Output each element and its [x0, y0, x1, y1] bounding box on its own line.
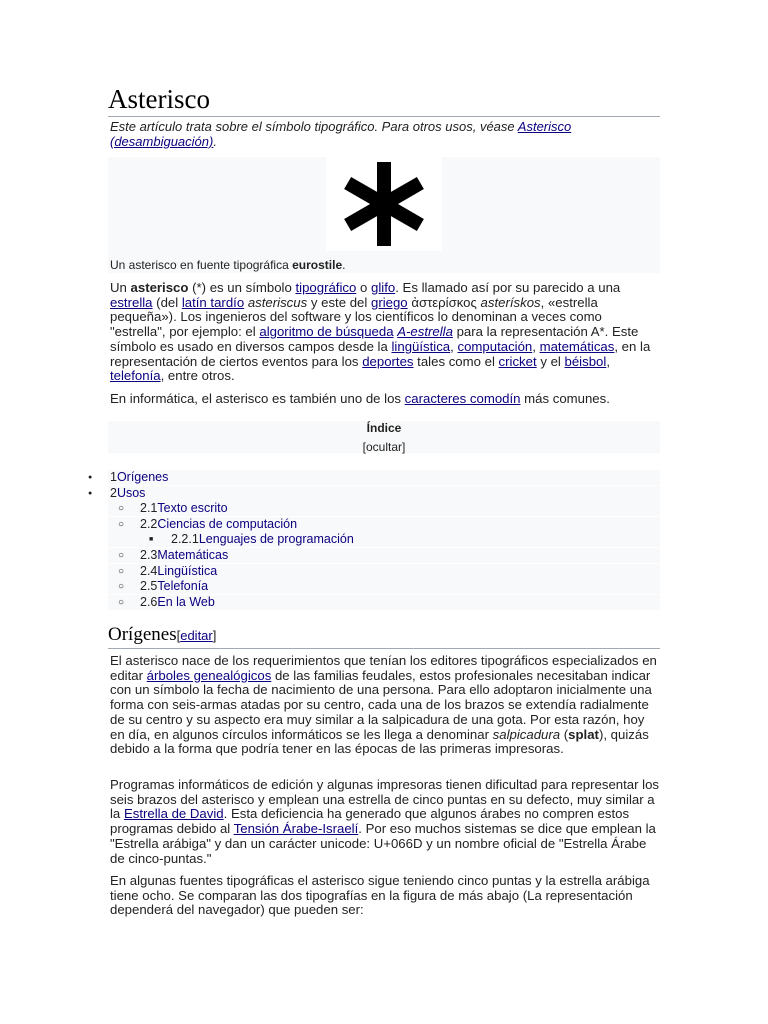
text-run: Programas informáticos de edición y algunas impresoras tienen dificultad para representar los seis brazos del asterisco y emplean una estrella de cinco puntas en su defecto, muy similar a la: [110, 777, 660, 822]
text-run: tales como el: [413, 353, 499, 369]
toc-item[interactable]: [108, 517, 660, 532]
toc-bullet-icon: ○: [118, 550, 125, 561]
toc-item-link[interactable]: [110, 470, 168, 485]
bold-term: splat: [568, 726, 599, 742]
text-run: En informática, el asterisco es también uno de los: [110, 391, 405, 406]
inline-link[interactable]: deportes: [362, 353, 414, 369]
text-run: (del: [152, 294, 182, 310]
toc-item[interactable]: [108, 532, 660, 547]
edit-bracket-close: ]: [212, 628, 217, 643]
toc-item-link[interactable]: [140, 564, 217, 579]
toc-bullet-icon: ■: [149, 536, 154, 544]
text-run: Un: [110, 280, 131, 295]
toc-label: Telefonía: [157, 579, 209, 594]
asterisk-image[interactable]: [326, 157, 442, 251]
toc-bullet-icon: ●: [88, 474, 93, 481]
inline-link[interactable]: algoritmo de búsqueda: [259, 324, 394, 340]
toc-bullet-icon: ○: [118, 518, 125, 530]
toc-bullet-icon: ○: [118, 581, 125, 593]
text-run: ἀστερίσκος: [407, 294, 481, 310]
text-run: , en la representación de ciertos eventos para los: [110, 338, 651, 369]
infobox-figure: [108, 157, 660, 273]
text-run: asteriscus: [247, 294, 308, 310]
toc-item[interactable]: [108, 564, 660, 579]
toc-item-link[interactable]: [140, 548, 228, 563]
text-run: (: [560, 726, 569, 742]
toc-bullet-icon: ○: [118, 596, 125, 608]
caption-bold: eurostile: [292, 258, 343, 272]
inline-link[interactable]: computación: [457, 338, 533, 354]
text-run: ), quizás debido a la forma que podría tener en las épocas de las primeras impresoras.: [110, 726, 649, 757]
text-run: para la representación A*. Este símbolo es usado en diversos campos desde la: [110, 324, 639, 354]
toc-number: 2.6: [140, 594, 158, 609]
toc-toggle[interactable]: [ocultar]: [362, 440, 406, 454]
origenes-paragraph-3: [110, 874, 660, 918]
toc-number: 2.2: [140, 516, 158, 531]
toc-number: 1: [110, 470, 117, 484]
toc-number: 2.4: [140, 563, 158, 578]
intro-paragraph-1: [110, 281, 660, 384]
toc-number: 2.5: [140, 579, 158, 594]
toc-number: 2: [110, 485, 117, 500]
hatnote-end: .: [213, 134, 217, 149]
text-run: ,: [450, 338, 458, 354]
inline-link[interactable]: telefonía: [110, 368, 161, 384]
bold-term: asterisco: [130, 280, 189, 295]
toc-number: 2.1: [140, 501, 158, 516]
inline-link[interactable]: Estrella de David: [123, 806, 224, 822]
hatnote-text: Este artículo trata sobre el símbolo tipográfico. Para otros usos, véase: [110, 119, 518, 134]
section-heading-origenes: [108, 623, 660, 649]
toc-label: Texto escrito: [157, 501, 228, 516]
caption-text: Un asterisco en fuente tipográfica: [110, 258, 293, 272]
text-run: El asterisco nace de los requerimientos que tenían los editores tipográficos especializados en editar: [110, 653, 657, 683]
inline-link[interactable]: glifo: [371, 280, 396, 295]
toc-label: Orígenes: [116, 470, 169, 484]
text-run: . Es llamado así por su parecido a una: [395, 280, 621, 295]
page-title: Asterisco: [108, 82, 660, 117]
toc-bullet-icon: ○: [118, 503, 125, 515]
inline-link[interactable]: béisbol: [564, 353, 607, 369]
toc-item-link[interactable]: [140, 579, 208, 594]
text-run: y el: [536, 353, 565, 369]
text-run: más comunes.: [520, 391, 610, 406]
inline-link[interactable]: caracteres comodín: [404, 391, 521, 406]
origenes-paragraph-1: [110, 654, 660, 757]
inline-link[interactable]: latín tardío: [181, 294, 245, 310]
toc-item[interactable]: [108, 501, 660, 516]
toc-item[interactable]: [108, 579, 660, 594]
inline-link[interactable]: matemáticas: [539, 338, 615, 354]
toc-label: Usos: [116, 485, 146, 500]
toc-item-link[interactable]: [171, 532, 354, 547]
toc-item[interactable]: [108, 595, 660, 610]
toc-item-link[interactable]: [140, 501, 228, 516]
inline-link[interactable]: estrella: [110, 294, 153, 310]
toc-item[interactable]: [108, 548, 660, 563]
inline-link[interactable]: A-estrella: [397, 324, 453, 340]
toc-number: 2.3: [140, 548, 158, 562]
toc-item-link[interactable]: [140, 595, 215, 610]
toc-label: Ciencias de computación: [157, 516, 298, 531]
origenes-paragraph-2: [110, 778, 660, 866]
asterisk-glyph-icon: [326, 157, 442, 251]
text-run: de las familias feudales, estos profesionales necesitaban indicar con un símbolo la fecha de nacimiento de una persona. Para ello adoptaron inicialmente una forma con seis-armas atadas por su centro, cada una de los brazos se extendía radialmente de su centro y su aspecto era muy similar a la salpicadura de una gota. Por esta razón, hoy en día, en algunos círculos informáticos se les llega a denominar: [110, 667, 652, 742]
toc-label: Lingüística: [157, 563, 218, 578]
hatnote: [110, 119, 660, 149]
edit-section: [177, 628, 217, 643]
text-run: . Por eso muchos sistemas se dice que emplean la "Estrella arábiga" y dan un carácter unicode: U+066D y un nombre oficial de "Estrella Árabe de cinco-puntas.": [110, 821, 656, 866]
text-run: asterískos: [480, 294, 541, 310]
inline-link[interactable]: lingüística: [391, 338, 451, 354]
text-run: En algunas fuentes tipográficas el asterisco sigue teniendo cinco puntas y la estrella arábiga tiene ocho. Se comparan las dos tipografías en la figura de más abajo (La representación dependerá del navegador) que pueden ser:: [110, 873, 650, 918]
inline-link[interactable]: árboles genealógicos: [146, 667, 272, 683]
toc-header: [108, 421, 660, 453]
edit-bracket-open: [: [176, 628, 181, 643]
toc-item-link[interactable]: [110, 486, 145, 501]
toc-label: Matemáticas: [157, 548, 229, 562]
toc-bullet-icon: ○: [118, 565, 125, 577]
text-run: (*) es un símbolo: [188, 280, 296, 295]
text-run: salpicadura: [492, 726, 561, 742]
toc-title: Índice: [366, 421, 402, 435]
text-run: , entre otros.: [160, 368, 235, 384]
inline-link[interactable]: griego: [370, 294, 408, 310]
section-heading-text: Orígenes: [108, 624, 177, 645]
inline-link[interactable]: cricket: [498, 353, 537, 369]
toc-item-link[interactable]: [140, 517, 297, 532]
text-run: ,: [532, 338, 540, 354]
text-run: ,: [606, 353, 610, 369]
text-run: o: [356, 280, 371, 295]
inline-link[interactable]: tipográfico: [295, 280, 357, 295]
text-run: . Esta deficiencia ha generado que algunos árabes no compren estos programas debido al: [110, 806, 630, 837]
toc-item[interactable]: [88, 485, 660, 501]
edit-section-link[interactable]: editar: [180, 628, 213, 643]
toc-label: Lenguajes de programación: [198, 532, 354, 547]
toc-item[interactable]: [88, 470, 660, 485]
disambiguation-link[interactable]: Asterisco (desambiguación): [110, 119, 572, 149]
caption-end: .: [342, 258, 346, 272]
figure-caption: [110, 258, 345, 272]
inline-link[interactable]: Tensión Árabe-Israelí: [233, 821, 359, 837]
intro-paragraph-2: [110, 392, 660, 407]
toc-label: En la Web: [157, 594, 215, 609]
text-run: y este del: [307, 294, 371, 310]
text-run: , «estrella pequeña»). Los ingenieros del software y los científicos lo denominan a veces como "estrella", por ejemplo: el: [110, 294, 602, 340]
toc-bullet-icon: ●: [88, 489, 93, 497]
toc-number: 2.2.1: [171, 532, 199, 547]
